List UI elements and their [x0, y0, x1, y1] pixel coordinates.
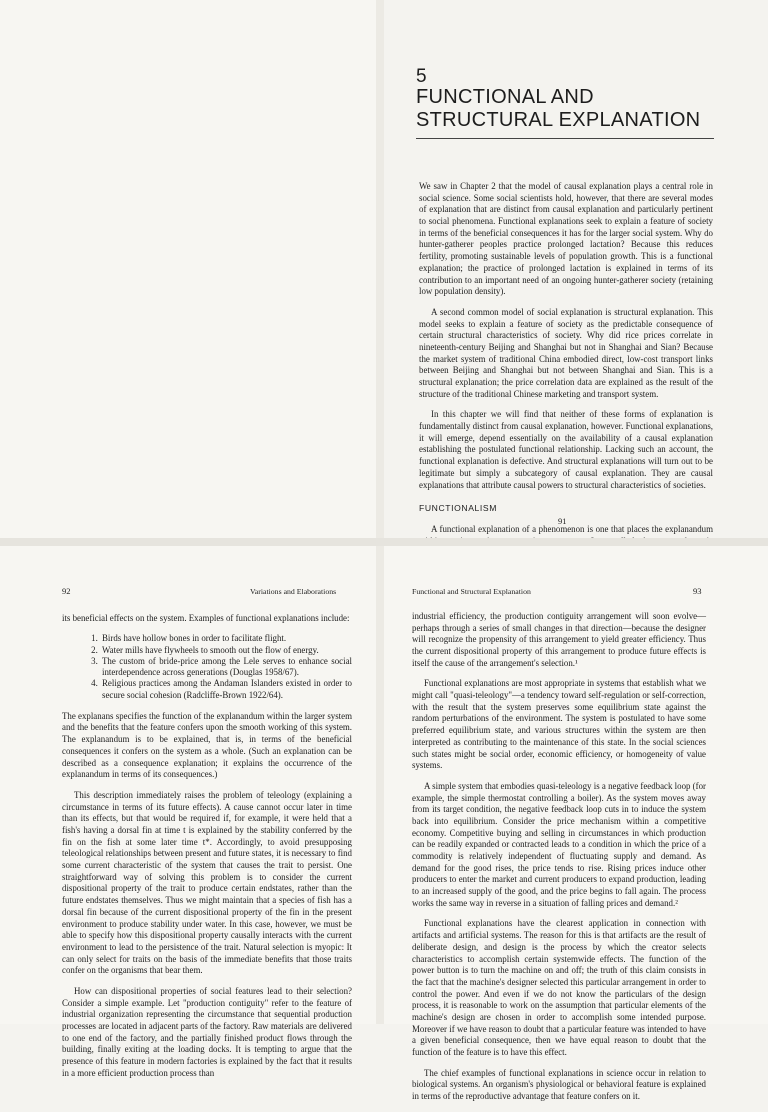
example-item: 3. The custom of bride-price among the Lele serves to enhance social interdependence across generations (Douglas 1958/67). — [100, 656, 352, 678]
chapter-title-rule — [416, 138, 714, 139]
blank-page-top-left — [0, 0, 376, 538]
intro-paragraph: We saw in Chapter 2 that the model of causal explanation plays a central role in social science. Some social scientists hold, however, that there are several modes of explanation that are distinct from causal explanation and particularly pertinent to social phenomena. Functional explanations seek to explain a feature of society in terms of the beneficial consequences it has for the larger social system. Why do hunter-gatherer peoples practice prolonged lactation? Because this reduces fertility, promoting sustainable levels of population growth. This is a functional explanation; the practice of prolonged lactation is explained in terms of its contribution to an important need of an ongoing hunter-gatherer society (retaining low population density). — [419, 180, 713, 297]
chapter-title — [416, 86, 716, 132]
section-heading-functionalism: FUNCTIONALISM — [419, 503, 497, 514]
page-93-paragraph: Functional explanations are most appropriate in systems that establish what we might call "quasi-teleology"—a tendency toward self-regulation or self-correction, with the result that the system preserves some equilibrium state against the random perturbations of the environment. The system is postulated to have some preferred equilibrium state, and various structures within the system are then interpreted as contributing to the maintenance of this state. In the social sciences such states might be social order, economic efficiency, or homogeneity of value systems. — [412, 678, 706, 771]
chapter-number: 5 — [416, 66, 427, 87]
spread-divider — [0, 538, 768, 546]
section-paragraph: A functional explanation of a phenomenon is one that places the explanandum — [431, 523, 713, 534]
page-number-91: 91 — [558, 516, 567, 526]
chapter-title-line-2: STRUCTURAL EXPLANATION — [416, 109, 701, 131]
page-92-paragraph: This description immediately raises the problem of teleology (explaining a circumstance in terms of its future effects). A cause cannot occur later in time than its effects, but that would be required if, for example, it were held that a fish's having a dorsal fin at time t is explained by the stability conferred by the fin on the fish at some later time t*. Accordingly, to avoid presupposing teleological relationships between present and future states, it is necessary to find some current characteristic of the system that causes the trait to persist. One straightforward way of solving this problem is to consider the current dispositional property of the trait to produce certain endstates, rather than the future endstates themselves. Thus we might maintain that a species of fish has a dorsal fin because of the current dispositional property of the fin in the present environment to produce stability under water. In this case, however, we must be able to specify how this dispositional property causally interacts with the current environment to lead to the persistence of the trait. Natural selection is myopic: It can only select for traits on the basis of the immediate benefits that those traits confer on the organisms that bear them. — [62, 789, 352, 976]
intro-paragraph: In this chapter we will find that neither of these forms of explanation is fundamentally distinct from causal explanation, however. Functional explanations, it will emerge, depend essentially on the availability of a causal explanation establishing the postulated functional relationship. Lacking such an account, the functional explanation is defective. And structural explanations will turn out to be legitimate but simply a subcategory of causal explanation. They are causal explanations that attribute causal powers to structural characteristics of societies. — [419, 409, 713, 490]
running-head-right: Functional and Structural Explanation — [412, 587, 531, 596]
example-item: 2. Water mills have flywheels to smooth out the flow of energy. — [100, 645, 352, 656]
page-number-92: 92 — [62, 586, 71, 596]
example-item: 4. Religious practices among the Andaman Islanders existed in order to secure social cohesion (Radcliffe-Brown 1922/64). — [100, 678, 352, 700]
page-number-93: 93 — [693, 586, 702, 596]
page-93-paragraph: industrial efficiency, the production contiguity arrangement will soon evolve—perhaps through a series of small changes in that direction—because the designer will recognize the propensity of this arrangement to yield greater efficiency. Thus the current dispositional property of this arrangement to produce future effects is itself the cause of the arrangement's selection.¹ — [412, 610, 706, 668]
examples-list — [62, 633, 352, 700]
page-93-paragraph: A simple system that embodies quasi-teleology is a negative feedback loop (for example, the simple thermostat controlling a boiler). As the system moves away from its target condition, the negative feedback loop cuts in to induce the system back into equilibrium. Consider the price mechanism within a competitive economy. Competitive buying and selling in circumstances in which production can be readily expanded or contracted leads to a condition in which the price of a commodity is relatively independent of fluctuating supply and demand. As demand for the good rises, the price tends to rise. Rising prices induce other producers to enter the market and current producers to expand production, leading to an increased supply of the good, and the price begins to fall again. The process works the same way in reverse in a situation of falling prices and demand.² — [412, 780, 706, 908]
page-92-paragraph: The explanans specifies the function of the explanandum within the larger system and the benefits that the feature confers upon the smooth working of this system. The explanandum is to be explained, that is, in terms of the beneficial consequences it confers on the system as a whole. (Such an explanation can be described as a consequence explanation; it explains the occurrence of the explanandum in terms of its consequences.) — [62, 710, 352, 780]
intro-paragraph: A second common model of social explanation is structural explanation. This model seeks to explain a feature of society as the predictable consequence of certain structural characteristics of society. Why did rice prices correlate in nineteenth-century Beijing and Shanghai but not in Shanghai and Sian? Because the market system of traditional China embodied direct, low-cost transport links between Beijing and Shanghai but not between Shanghai and Sian. This is a structural explanation; the price correlation data are explained as the result of the structure of the traditional Chinese marketing and transport system. — [419, 306, 713, 399]
gutter-bottom — [376, 546, 384, 1024]
running-head-left: Variations and Elaborations — [250, 587, 337, 596]
gutter-top — [376, 0, 384, 538]
page-93-paragraph: The chief examples of functional explanations in science occur in relation to biological systems. An organism's physiological or behavioral feature is explained in terms of the reproductive advantage that feature confers on it. — [412, 1067, 706, 1102]
page-93-paragraph: Functional explanations have the clearest application in connection with artifacts and artificial systems. The reason for this is that artifacts are the result of deliberate design, and design is the process by which the creator selects characteristics to accomplish certain systemwide effects. The function of the power button is to turn the machine on and off; the truth of this claim consists in the fact that the machine's designer selected this particular arrangement in order to control the power. And even if we do not know the particulars of the design process, it is reasonable to work on the assumption that particular elements of the machine's design are chosen in order to accomplish some intended purpose. Moreover if we have reason to doubt that a particular feature was intended to have a given beneficial consequence, then we have equal reason to doubt that the function of the feature is to have this effect. — [412, 918, 706, 1058]
page-93-text — [412, 602, 706, 1112]
chapter-intro-text — [419, 172, 713, 568]
page-92-text — [62, 604, 352, 1088]
example-item: 1. Birds have hollow bones in order to facilitate flight. — [100, 633, 352, 644]
page-92-paragraph: How can dispositional properties of social features lead to their selection? Consider a simple example. Let "production contiguity" refer to the feature of industrial organization representing the circumstance that sequential production processes are located in adjacent parts of the factory. Raw materials are delivered to one end of the factory, and the partially finished product flows through the building, finally exiting at the loading docks. It is tempting to argue that the presence of this feature in modern factories is explained by the fact that it results in a more efficient production process than — [62, 985, 352, 1078]
page-92-intro: its beneficial effects on the system. Examples of functional explanations include: — [62, 612, 350, 623]
chapter-title-line-1: FUNCTIONAL AND — [416, 86, 594, 108]
